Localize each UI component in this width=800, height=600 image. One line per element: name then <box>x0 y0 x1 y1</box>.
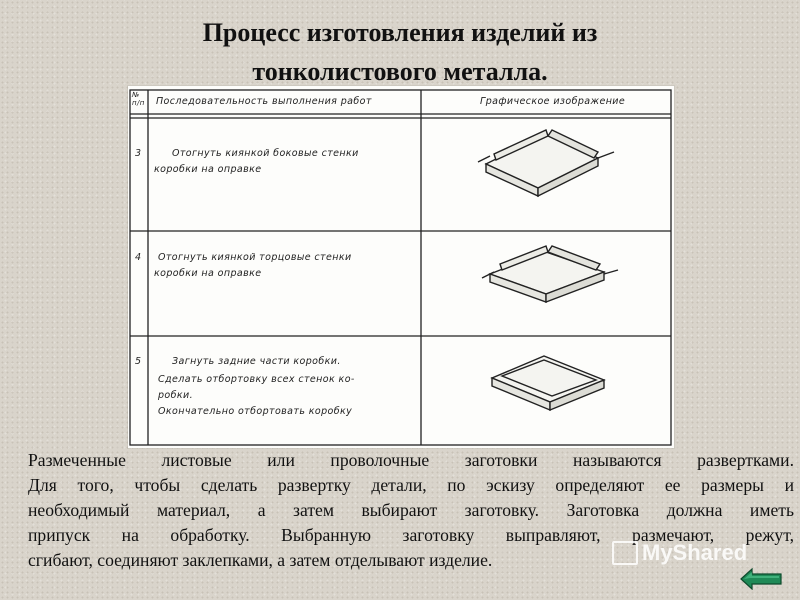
row-5-line-4: Окончательно отбортовать коробку <box>158 406 353 417</box>
header-steps: Последовательность выполнения работ <box>156 96 372 107</box>
watermark-text: MyShared <box>642 540 748 565</box>
row-3-num: 3 <box>135 148 142 159</box>
slide-title-line-2: тонколистового металла. <box>252 57 548 86</box>
row-4-num: 4 <box>135 252 142 263</box>
back-button[interactable] <box>740 568 782 590</box>
row-3-line-2: коробки на оправке <box>154 164 262 175</box>
paragraph-line-1: Размеченные листовые или проволочные заготовки называются развертками. <box>28 450 794 470</box>
row-5-num: 5 <box>135 356 142 367</box>
watermark <box>612 540 747 566</box>
arrow-left-icon <box>740 568 782 590</box>
paragraph-line-2: Для того, чтобы сделать развертку детали, по эскизу определяют ее размеры и <box>28 475 794 495</box>
paragraph-line-3: необходимый материал, а затем выбирают заготовку. Заготовка должна иметь <box>28 500 794 520</box>
slide-title-line-1: Процесс изготовления изделий из <box>202 18 598 47</box>
row-4-line-2: коробки на оправке <box>154 268 262 279</box>
box-drawing-step-3 <box>478 130 614 196</box>
paragraph-line-5: сгибают, соединяют заклепками, а затем отделывают изделие. <box>28 550 493 570</box>
row-5-line-1: Загнуть задние части коробки. <box>172 356 341 367</box>
row-3-line-1: Отогнуть киянкой боковые стенки <box>172 148 359 159</box>
box-drawing-step-5 <box>492 356 604 410</box>
header-num: № п/п <box>132 91 145 107</box>
row-4-line-1: Отогнуть киянкой торцовые стенки <box>158 252 352 263</box>
presentation-icon <box>612 541 638 565</box>
box-drawing-step-4 <box>482 246 618 302</box>
paragraph-line-4: припуск на обработку. Выбранную заготовку выправляют, размечают, режут, <box>28 525 794 545</box>
table-grid <box>128 86 674 448</box>
header-graphic: Графическое изображение <box>480 96 626 107</box>
row-5-line-3: робки. <box>158 390 194 401</box>
scanned-table <box>128 86 674 448</box>
row-5-line-2: Сделать отбортовку всех стенок ко- <box>158 374 355 385</box>
